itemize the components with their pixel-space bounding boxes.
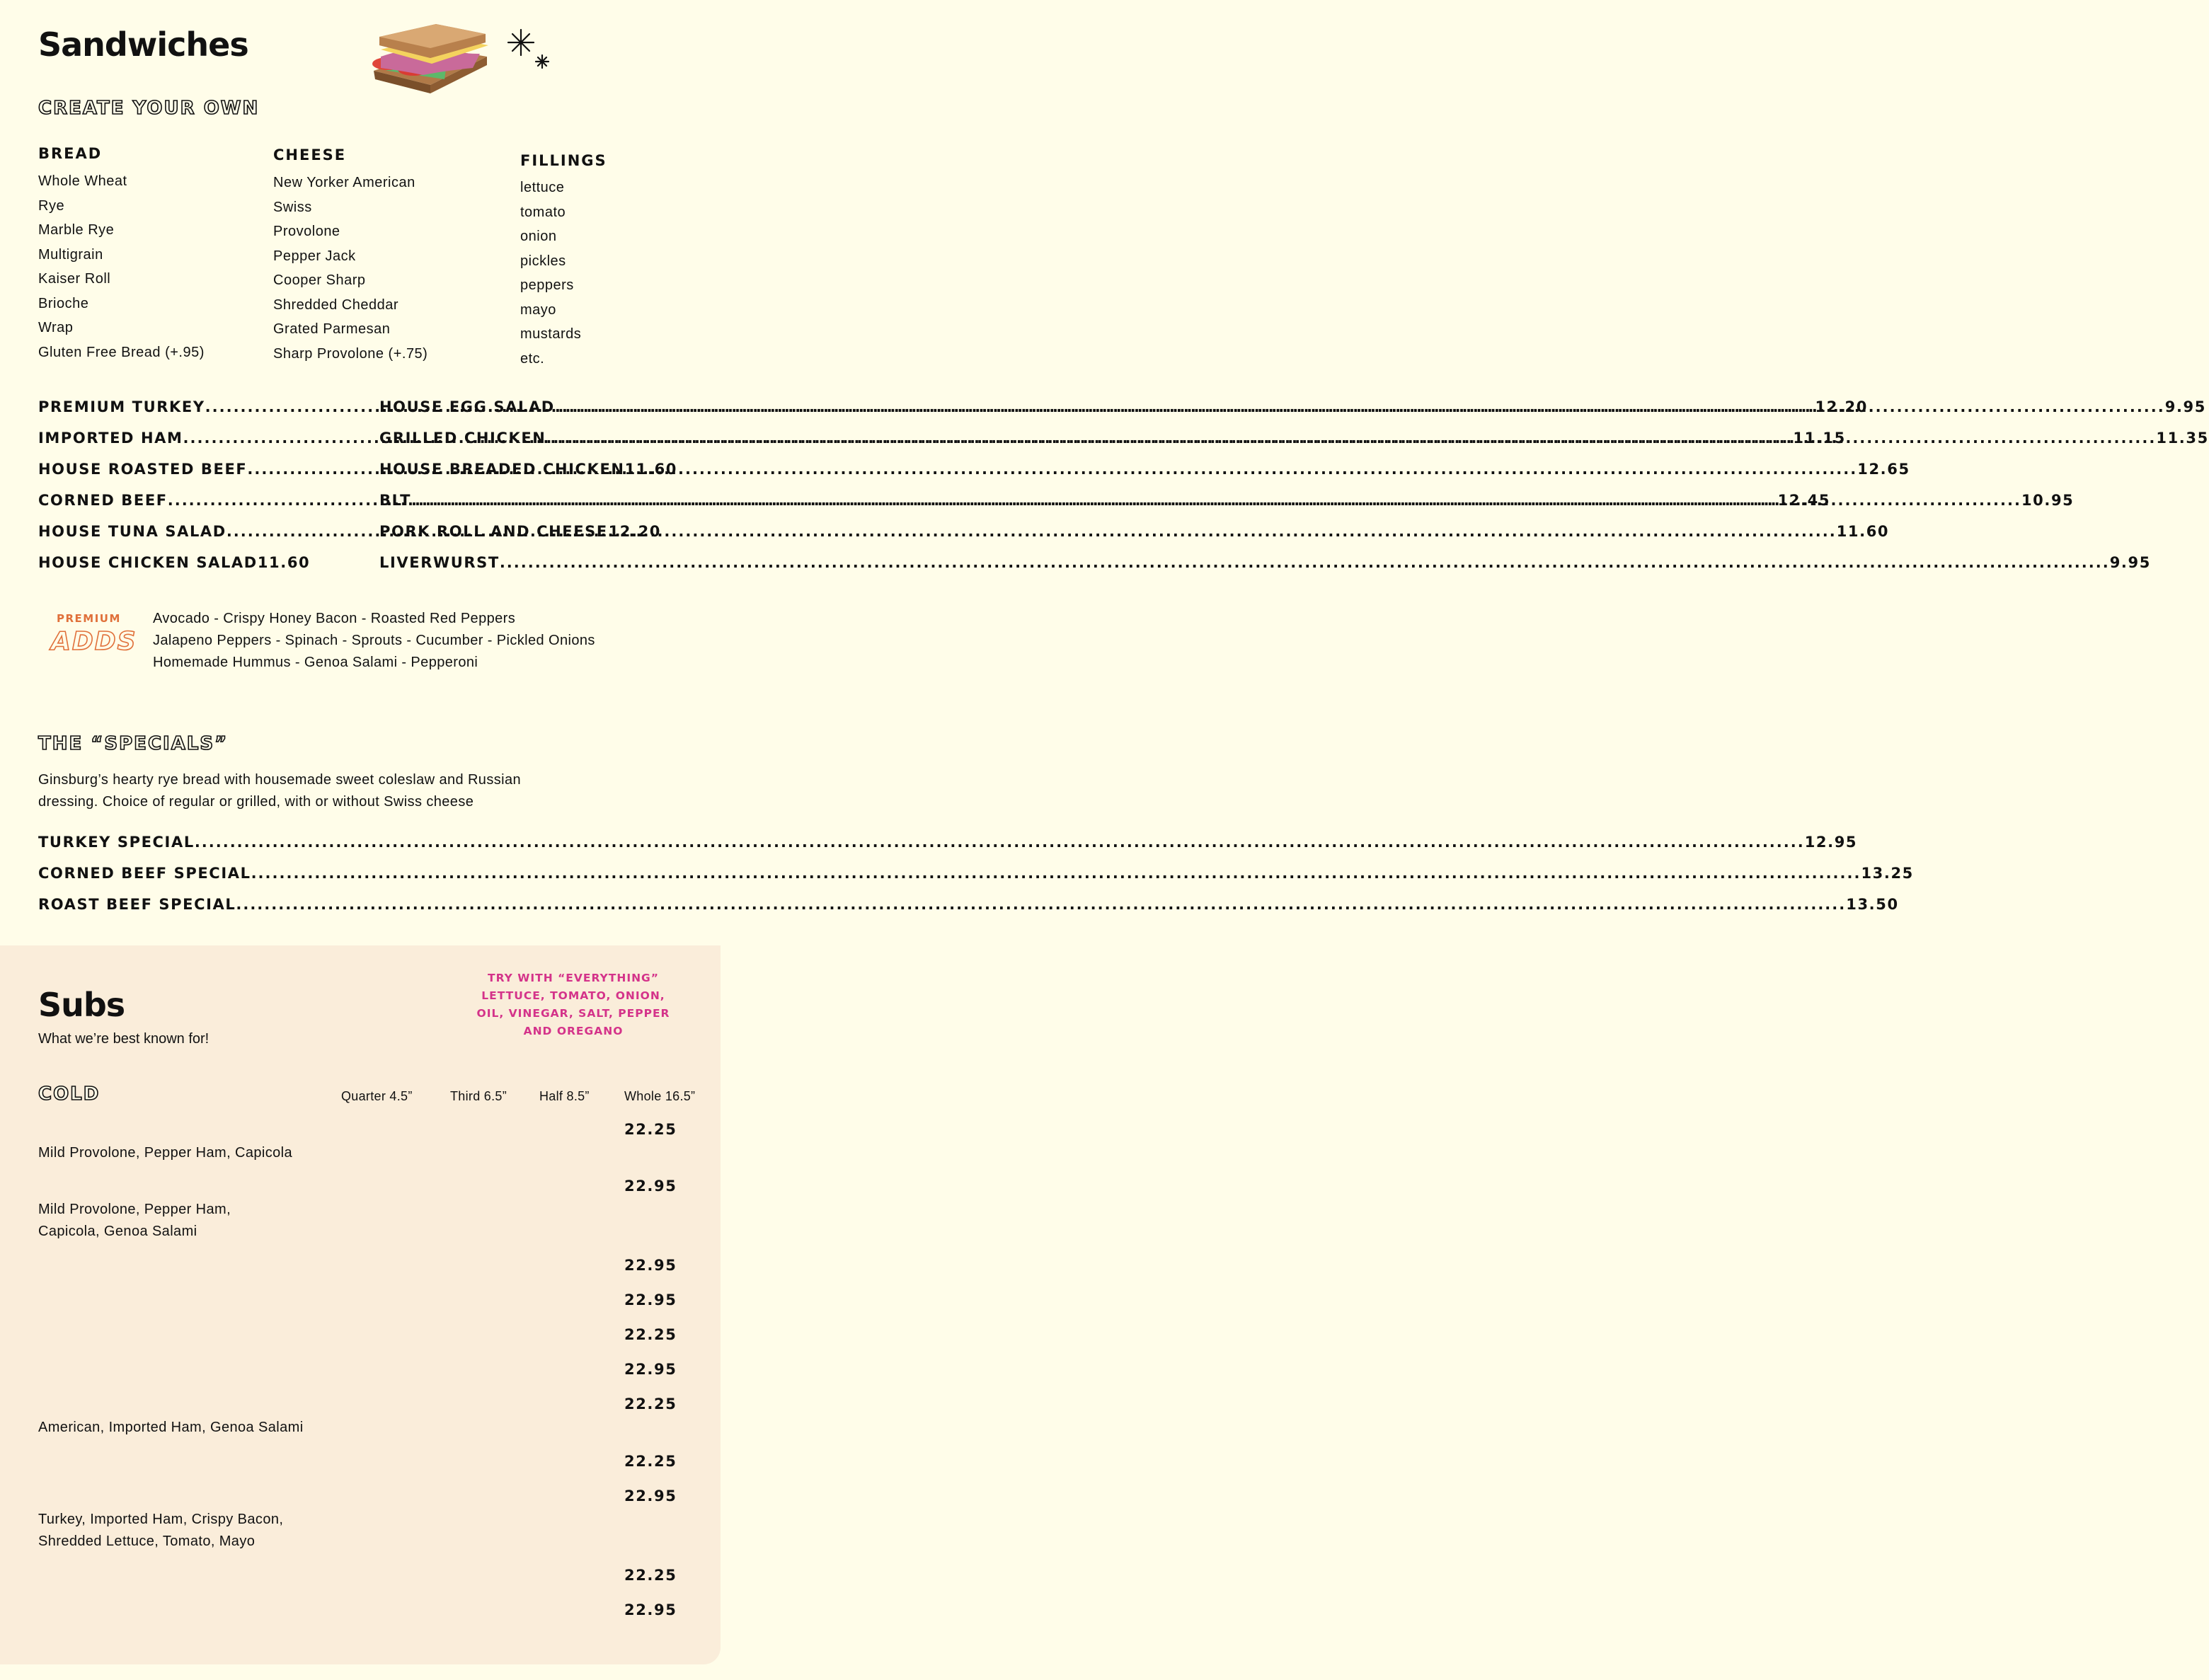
list-item: Shredded Cheddar [273,297,399,313]
specials-heading: THE “SPECIALS” [38,733,229,754]
description-line: Ginsburg’s hearty rye bread with housemade sweet coleslaw and Russian [38,772,522,788]
list-item: pickles [520,253,566,269]
sub-item-row: 22.95 [624,1291,677,1308]
list-item: Provolone [273,224,340,239]
sub-item-row: 22.95 [624,1361,677,1378]
sub-description [38,1199,231,1243]
size-header-quarter: Quarter 4.5” [341,1089,413,1103]
subs-tagline: What we’re best known for! [38,1031,210,1047]
menu-item: CORNED BEEF ..... 12.45 [38,492,310,512]
description-line: Mild Provolone, Pepper Ham, [38,1202,231,1217]
menu-item: PORK ROLL AND CHEESE ..... 12.20 [379,523,661,543]
menu-item: ROAST BEEF SPECIAL ..... 13.50 [38,896,674,916]
list-item: peppers [520,277,574,293]
specials-list [38,834,1914,916]
adds-line: Avocado - Crispy Honey Bacon - Roasted Red Peppers [153,611,516,626]
sparkle-icon [504,27,553,72]
sub-description [38,1509,283,1553]
menu-item: HOUSE TUNA SALAD ..... 11.60 [38,523,310,543]
sub-item-row: 22.95 [624,1488,677,1504]
premium-adds-list [153,608,595,674]
menu-item: BLT ..... 10.95 [379,492,661,512]
list-item: Kaiser Roll [38,271,111,287]
try-everything-note [453,970,694,1040]
list-item: Whole Wheat [38,173,127,189]
menu-item: GRILLED CHICKEN ..... 11.35 [379,430,661,450]
create-your-own-heading: CREATE YOUR OWN [38,98,260,119]
size-header-half: Half 8.5” [539,1089,590,1103]
subs-title: Subs [38,986,125,1024]
sandwich-illustration-icon [367,14,494,99]
menu-item: TURKEY SPECIAL ..... 12.95 [38,834,674,854]
sub-description: American, Imported Ham, Genoa Salami [38,1420,304,1435]
list-item: Cooper Sharp [273,272,366,288]
description-line: Turkey, Imported Ham, Crispy Bacon, [38,1512,284,1527]
list-item: onion [520,229,557,244]
list-item: New Yorker American [273,175,415,190]
sub-description: Mild Provolone, Pepper Ham, Capicola [38,1145,293,1161]
menu-item: CORNED BEEF SPECIAL ..... 13.25 [38,865,674,885]
menu-item: HOUSE BREADED CHICKEN 11.60 [379,461,677,478]
sub-item-row: 22.25 [624,1121,677,1138]
sub-item-row: 22.25 [624,1453,677,1470]
list-item: Gluten Free Bread (+.95) [38,344,205,360]
cheese-list [273,171,428,366]
premium-label: PREMIUM [57,612,121,625]
sub-item-row: 22.95 [624,1178,677,1195]
list-item: Multigrain [38,246,103,263]
bread-list [38,169,205,364]
note-line: AND OREGANO [523,1025,624,1037]
list-item: Pepper Jack [273,248,356,264]
list-item: Rye [38,197,65,214]
list-item: Brioche [38,295,89,311]
note-line: LETTUCE, TOMATO, ONION, [481,989,665,1002]
sub-item-row: 22.95 [624,1257,677,1274]
adds-line: Jalapeno Peppers - Spinach - Sprouts - Cucumber - Pickled Onions [153,633,595,648]
description-line: Capicola, Genoa Salami [38,1224,197,1239]
fillings-list [520,176,581,371]
list-item: etc. [520,350,545,367]
fillings-heading: FILLINGS [520,152,607,169]
adds-label: ADDS [51,627,137,656]
list-item: Grated Parmesan [273,321,391,337]
list-item: Sharp Provolone (+.75) [273,345,428,362]
cold-heading: COLD [38,1083,101,1105]
menu-item: PREMIUM TURKEY ..... 12.20 [38,398,310,419]
sub-item-row: 22.25 [624,1567,677,1584]
sandwiches-title: Sandwiches [38,25,248,64]
menu-item: LIVERWURST ..... 9.95 [379,554,661,575]
specials-description [38,769,521,813]
sub-item-row: 22.25 [624,1396,677,1413]
menu-item: HOUSE CHICKEN SALAD 11.60 [38,554,311,571]
adds-line: Homemade Hummus - Genoa Salami - Pepperoni [153,655,478,670]
list-item: mustards [520,326,582,342]
note-line: OIL, VINEGAR, SALT, PEPPER [476,1007,670,1020]
list-item: mayo [520,301,556,318]
menu-item: IMPORTED HAM ..... 11.15 [38,430,310,450]
bread-heading: BREAD [38,145,103,162]
list-item: tomato [520,204,566,220]
size-header-whole: Whole 16.5” [624,1089,696,1103]
list-item: lettuce [520,180,565,195]
list-item: Marble Rye [38,222,115,238]
cheese-heading: CHEESE [273,146,347,163]
size-header-third: Third 6.5” [450,1089,507,1103]
sub-item-row: 22.25 [624,1326,677,1343]
list-item: Swiss [273,199,312,215]
list-item: Wrap [38,320,74,335]
sub-item-row: 22.95 [624,1601,677,1618]
menu-item: HOUSE ROASTED BEEF ..... 12.65 [38,461,310,481]
description-line: dressing. Choice of regular or grilled, with or without Swiss cheese [38,794,474,810]
note-line: TRY WITH “EVERYTHING” [488,972,659,984]
description-line: Shredded Lettuce, Tomato, Mayo [38,1534,256,1549]
menu-item: HOUSE EGG SALAD ..... 9.95 [379,398,661,419]
